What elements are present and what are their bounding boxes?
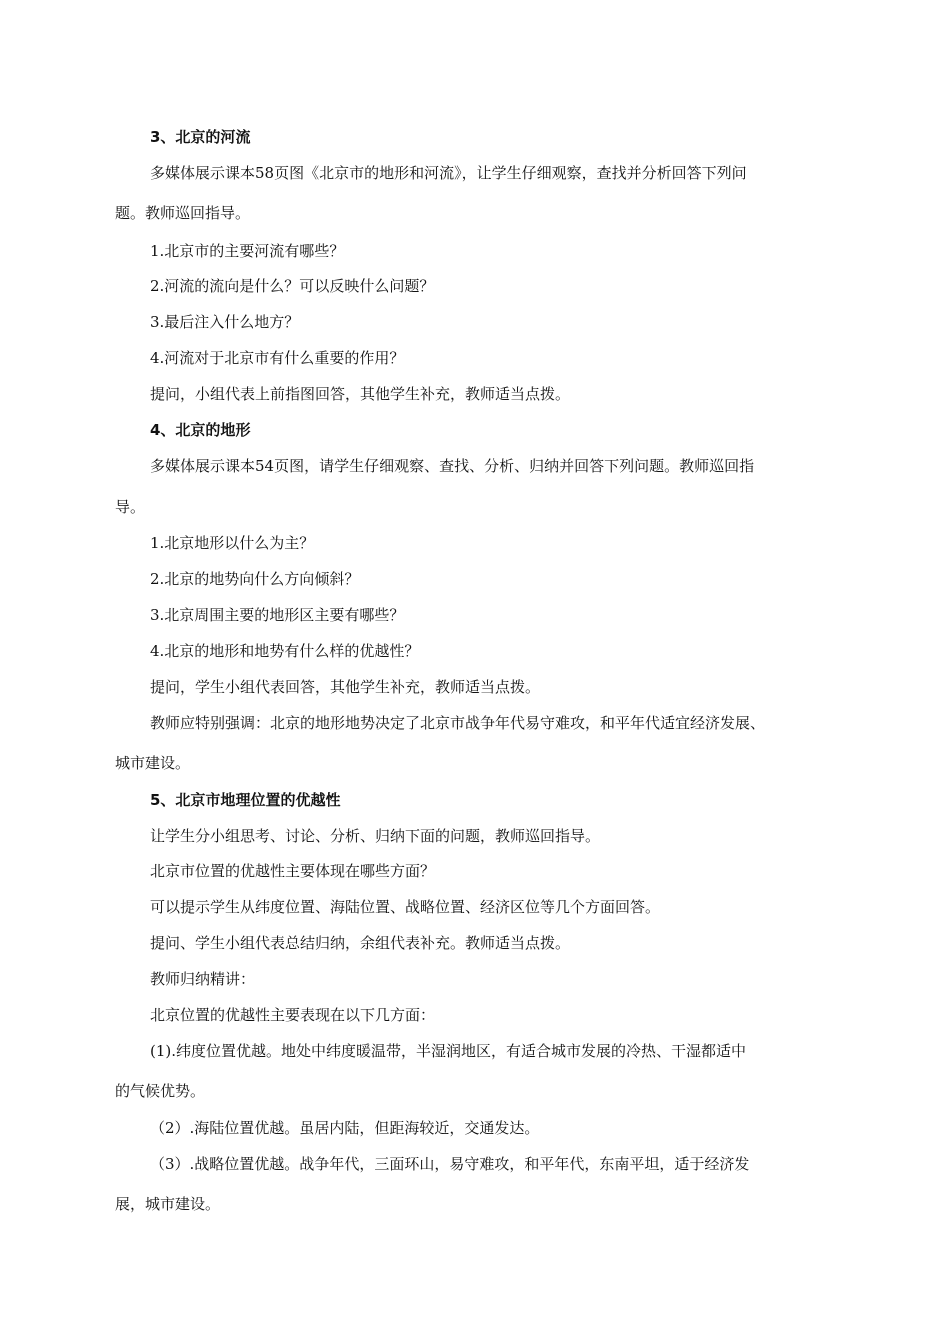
text-line: 3.北京周围主要的地形区主要有哪些？ [150, 606, 405, 624]
text-line: （2）.海陆位置优越。虽居内陆，但距海较近，交通发达。 [150, 1119, 540, 1137]
text-line: 提问，学生小组代表回答，其他学生补充，教师适当点拨。 [150, 678, 541, 696]
text-line: 多媒体展示课本54页图，请学生仔细观察、查找、分析、归纳并回答下列问题。教师巡回指 [150, 457, 755, 475]
section-heading: 3、北京的河流 [150, 128, 251, 146]
text-line: 北京市位置的优越性主要体现在哪些方面？ [150, 862, 436, 880]
text-line: 可以提示学生从纬度位置、海陆位置、战略位置、经济区位等几个方面回答。 [150, 898, 661, 916]
text-line: 北京位置的优越性主要表现在以下几方面： [150, 1006, 436, 1024]
text-line: 的气候优势。 [115, 1082, 206, 1100]
text-line: 2.河流的流向是什么？可以反映什么问题？ [150, 277, 435, 295]
text-line: 教师应特别强调：北京的地形地势决定了北京市战争年代易守难攻，和平年代适宜经济发展、 [150, 714, 766, 732]
text-line: 2.北京的地势向什么方向倾斜？ [150, 570, 360, 588]
text-line: (1).纬度位置优越。地处中纬度暖温带，半湿润地区，有适合城市发展的冷热、干湿都适中 [150, 1042, 747, 1060]
section-heading: 5、北京市地理位置的优越性 [150, 791, 341, 809]
text-line: 1.北京地形以什么为主？ [150, 534, 315, 552]
text-line: 让学生分小组思考、讨论、分析、归纳下面的问题，教师巡回指导。 [150, 827, 601, 845]
text-line: 题。教师巡回指导。 [115, 204, 251, 222]
text-line: 提问、学生小组代表总结归纳，余组代表补充。教师适当点拨。 [150, 934, 571, 952]
text-line: 1.北京市的主要河流有哪些？ [150, 242, 345, 260]
text-line: 城市建设。 [115, 754, 191, 772]
text-line: 教师归纳精讲： [150, 970, 256, 988]
text-line: 展，城市建设。 [115, 1195, 221, 1213]
text-line: 4.河流对于北京市有什么重要的作用？ [150, 349, 405, 367]
text-line: （3）.战略位置优越。战争年代，三面环山，易守难攻，和平年代，东南平坦，适于经济发 [150, 1155, 750, 1173]
text-line: 多媒体展示课本58页图《北京市的地形和河流》，让学生仔细观察，查找并分析回答下列问 [150, 164, 747, 182]
text-line: 提问，小组代表上前指图回答，其他学生补充，教师适当点拨。 [150, 385, 571, 403]
text-line: 导。 [115, 498, 146, 516]
text-line: 3.最后注入什么地方？ [150, 313, 300, 331]
text-line: 4.北京的地形和地势有什么样的优越性？ [150, 642, 420, 660]
section-heading: 4、北京的地形 [150, 421, 251, 439]
